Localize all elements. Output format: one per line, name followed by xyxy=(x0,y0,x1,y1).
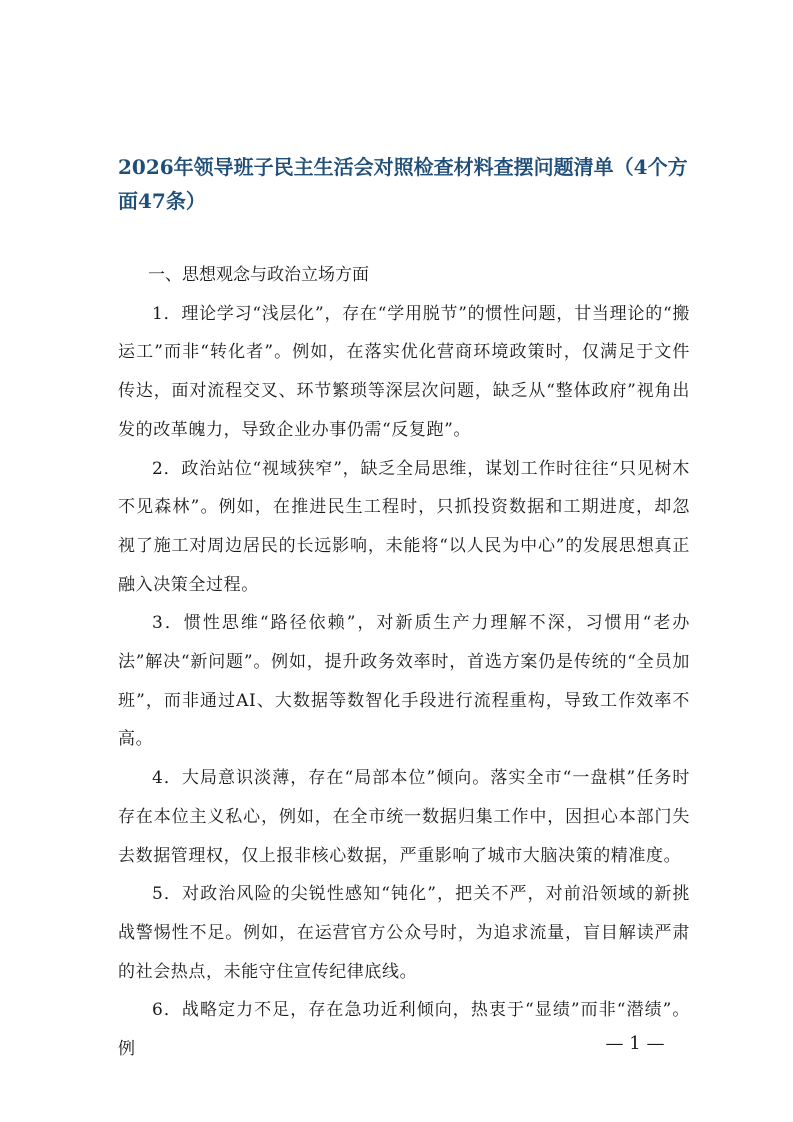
list-item: 1．理论学习“浅层化”，存在“学用脱节”的惯性问题，甘当理论的“搬运工”而非“转化者”。例如，在落实优化营商环境政策时，仅满足于文件传达，面对流程交叉、环节繁琐等深层次问题，缺乏从“整体政府”视角出发的改革魄力，导致企业办事仍需“反复跑”。 xyxy=(118,303,690,440)
list-item: 2．政治站位“视域狭窄”，缺乏全局思维，谋划工作时往往“只见树木不见森林”。例如，在推进民生工程时，只抓投资数据和工期进度，却忽视了施工对周边居民的长远影响，未能将“以人民为中心”的发展思想真正融入决策全过程。 xyxy=(118,458,690,595)
list-item: 6．战略定力不足，存在急功近利倾向，热衷于“显绩”而非“潜绩”。例 xyxy=(118,1000,690,1060)
list-item: 4．大局意识淡薄，存在“局部本位”倾向。落实全市“一盘棋”任务时存在本位主义私心，例如，在全市统一数据归集工作中，因担心本部门失去数据管理权，仅上报非核心数据，严重影响了城市大脑决策的精准度。 xyxy=(118,768,690,866)
document-body xyxy=(118,256,690,1069)
page-number: — 1 — xyxy=(605,1033,665,1054)
document-title: 2026年领导班子民主生活会对照检查材料查摆问题清单（4个方面47条） xyxy=(118,155,688,213)
list-item: 3．惯性思维“路径依赖”，对新质生产力理解不深，习惯用“老办法”解决“新问题”。例如，提升政务效率时，首选方案仍是传统的“全员加班”，而非通过AI、大数据等数智化手段进行流程重构，导致工作效率不高。 xyxy=(118,613,690,750)
list-item: 5．对政治风险的尖锐性感知“钝化”，把关不严，对前沿领域的新挑战警惕性不足。例如，在运营官方公众号时，为追求流量，盲目解读严肃的社会热点，未能守住宣传纪律底线。 xyxy=(118,884,690,982)
section-heading: 一、思想观念与政治立场方面 xyxy=(148,265,369,285)
